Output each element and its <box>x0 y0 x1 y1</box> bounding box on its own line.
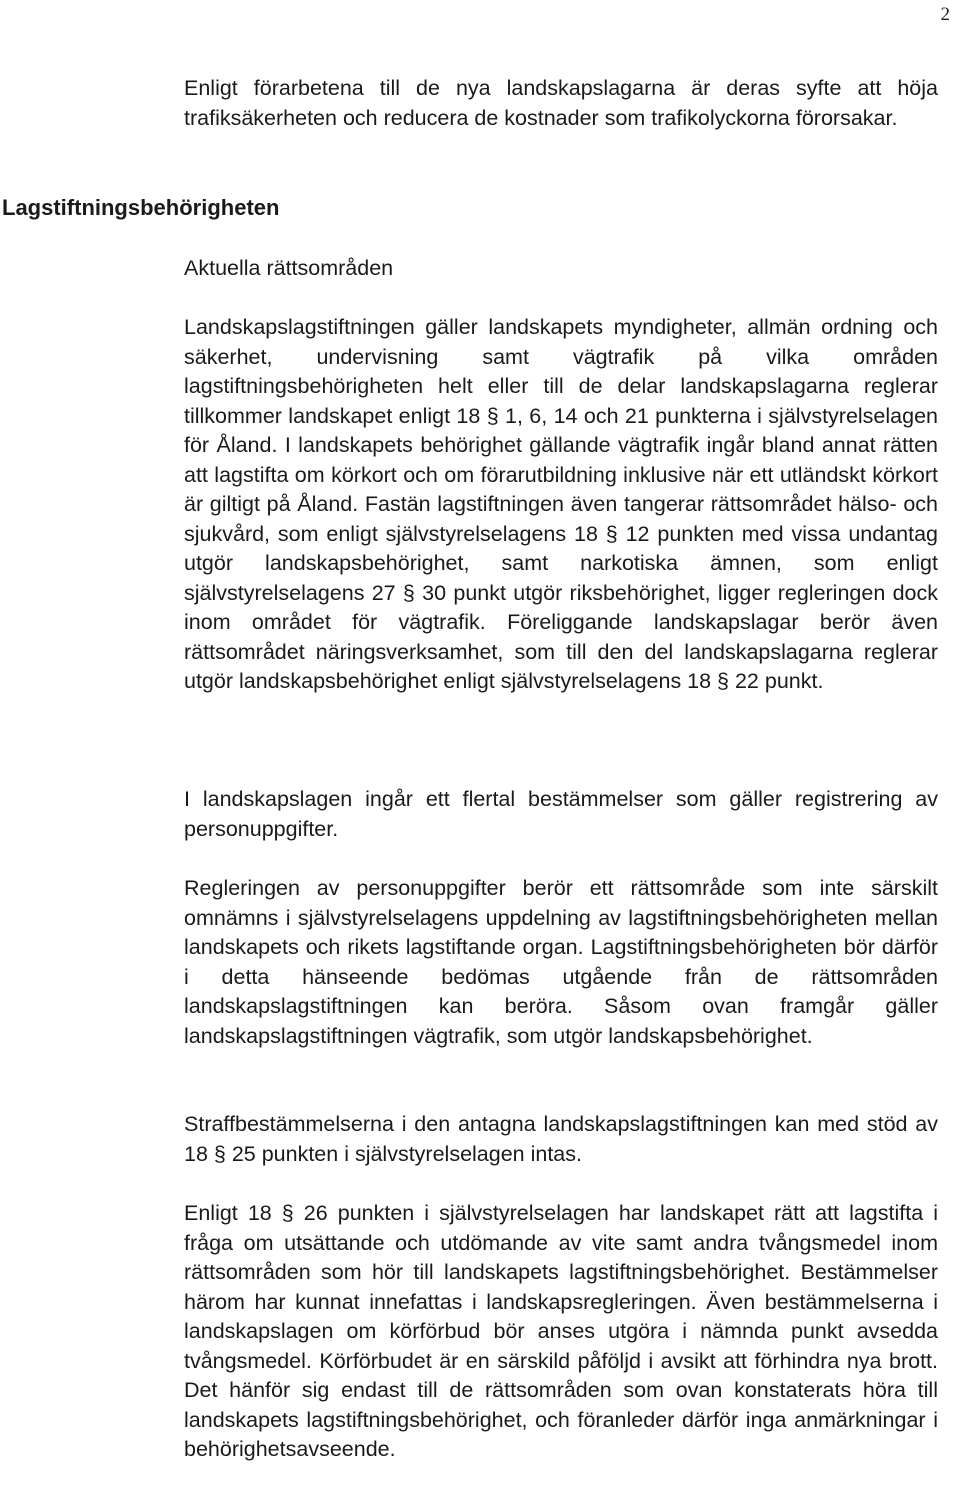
body-paragraph: Enligt 18 § 26 punkten i självstyrelselagen har landskapet rätt att lagstifta i fråga om utsättande och utdömande av vite samt andra tvångsmedel inom rättsområden som hör till landskapets lagstiftningsbehörighet. Bestämmelser härom har kunnat innefattas i landskapsregleringen. Även bestämmelserna i landskapslagen om körförbud bör anses utgöra i nämnda punkt avsedda tvångsmedel. Körförbudet är en särskild påföljd i avsikt att förhindra nya brott. Det hänför sig endast till de rättsområden som ovan konstaterats höra till landskapets lagstiftningsbehörighet, och föranleder därför inga anmärkningar i behörighetsavseende. <box>184 1201 938 1461</box>
body-paragraph: Straffbestämmelserna i den antagna landskapslagstiftningen kan med stöd av 18 § 25 punkten i självstyrelselagen intas. <box>184 1112 938 1166</box>
subheading: Aktuella rättsområden <box>184 256 394 280</box>
page-number: 2 <box>940 4 950 25</box>
body-paragraph: I landskapslagen ingår ett flertal bestämmelser som gäller registrering av personuppgifter. <box>184 787 938 841</box>
body-paragraph: Landskapslagstiftningen gäller landskapets myndigheter, allmän ordning och säkerhet, undervisning samt vägtrafik på vilka områden lagstiftningsbehörigheten helt eller till de delar landskapslagarna reglerar tillkommer landskapet enligt 18 § 1, 6, 14 och 21 punkterna i självstyrelselagen för Åland. I landskapets behörighet gällande vägtrafik ingår bland annat rätten att lagstifta om körkort och om förarutbildning inklusive när ett utländskt körkort är giltigt på Åland. Fastän lagstiftningen även tangerar rättsområdet hälso- och sjukvård, som enligt självstyrelselagens 18 § 12 punkten med vissa undantag utgör landskapsbehörighet, samt narkotiska ämnen, som enligt självstyrelselagens 27 § 30 punkt utgör riksbehörighet, ligger regleringen dock inom området för vägtrafik. Föreliggande landskapslagar berör även rättsområdet näringsverksamhet, som till den del landskapslagarna reglerar utgör landskapsbehörighet enligt självstyrelselagens 18 § 22 punkt. <box>184 315 938 693</box>
intro-paragraph: Enligt förarbetena till de nya landskapslagarna är deras syfte att höja trafiksäkerheten och reducera de kostnader som trafikolyckorna förorsakar. <box>184 76 938 130</box>
body-paragraph: Regleringen av personuppgifter berör ett rättsområde som inte särskilt omnämns i självstyrelselagens uppdelning av lagstiftningsbehörigheten mellan landskapets och rikets lagstiftande organ. Lagstiftningsbehörigheten bör därför i detta hänseende bedömas utgående från de rättsområden landskapslagstiftningen kan beröra. Såsom ovan framgår gäller landskapslagstiftningen vägtrafik, som utgör landskapsbehörighet. <box>184 876 938 1048</box>
section-heading: Lagstiftningsbehörigheten <box>2 195 280 220</box>
